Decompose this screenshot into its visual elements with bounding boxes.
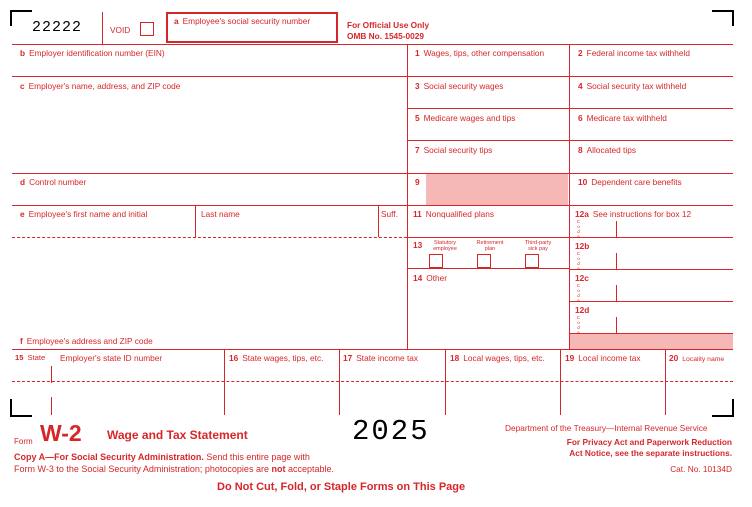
rule [12, 173, 733, 174]
copy-a-line1: Copy A—For Social Security Administration. Send this entire page with [14, 452, 310, 462]
crop-mark-top-right-v [732, 10, 734, 26]
rule [407, 140, 733, 141]
box4-label[interactable]: 4 Social security tax withheld [578, 81, 687, 91]
rule [12, 349, 733, 350]
box6-label[interactable]: 6 Medicare tax withheld [578, 113, 667, 123]
box18-label[interactable]: 18 Local wages, tips, etc. [450, 353, 545, 363]
rule [12, 44, 733, 45]
rule [569, 301, 733, 302]
rule [560, 349, 561, 415]
rule [616, 221, 617, 237]
privacy-notice-2: Act Notice, see the separate instructions. [569, 448, 732, 458]
dashed-rule [12, 381, 733, 382]
rule [569, 44, 570, 349]
form-word: Form [14, 437, 33, 446]
box12d-code-label: C o d e [576, 315, 581, 335]
box12d-label[interactable]: 12d [575, 305, 590, 315]
box13-thirdparty-label: Third-party sick pay [524, 240, 552, 252]
rule [569, 333, 733, 334]
box2-label[interactable]: 2 Federal income tax withheld [578, 48, 690, 58]
rule [51, 366, 52, 383]
crop-mark-bottom-right [712, 415, 734, 417]
rule [102, 12, 103, 44]
box-e-last-name-label[interactable]: Last name [201, 209, 240, 219]
copy-a-line2: Form W-3 to the Social Security Administration; photocopies are not acceptable. [14, 464, 334, 474]
tax-year: 2025 [352, 415, 430, 448]
void-checkbox[interactable] [140, 22, 154, 36]
box3-label[interactable]: 3 Social security wages [415, 81, 504, 91]
rule [407, 237, 569, 238]
third-party-sick-pay-checkbox[interactable] [525, 254, 539, 268]
rule [616, 253, 617, 269]
box14-label[interactable]: 14 Other [413, 273, 447, 283]
rule [407, 268, 569, 269]
box5-label[interactable]: 5 Medicare wages and tips [415, 113, 516, 123]
box15-state-label[interactable]: 15 State [15, 353, 46, 362]
rule [445, 349, 446, 415]
box13-retirement-label: Retirement plan [476, 240, 504, 252]
box9-label: 9 [415, 177, 420, 187]
crop-mark-top-left [10, 10, 32, 12]
box12c-label[interactable]: 12c [575, 273, 589, 283]
rule [569, 269, 733, 270]
box12c-code-label: C o d e [576, 283, 581, 303]
box19-label[interactable]: 19 Local income tax [565, 353, 641, 363]
rule [51, 397, 52, 415]
box-e-suffix-label[interactable]: Suff. [381, 209, 398, 219]
box11-label[interactable]: 11 Nonqualified plans [413, 209, 495, 219]
box-b-label[interactable]: b Employer identification number (EIN) [20, 48, 165, 58]
box16-label[interactable]: 16 State wages, tips, etc. [229, 353, 324, 363]
box20-label[interactable]: 20 Locality name [669, 353, 725, 363]
rule [12, 205, 733, 206]
void-label: VOID [110, 25, 131, 35]
rule [12, 76, 733, 77]
box-e-label[interactable]: e Employee's first name and initial [20, 209, 148, 219]
form-control-code: 22222 [32, 19, 83, 36]
crop-mark-top-right [712, 10, 734, 12]
box12b-label[interactable]: 12b [575, 241, 590, 251]
rule [224, 349, 225, 415]
rule [569, 237, 733, 238]
department: Department of the Treasury—Internal Revenue Service [505, 423, 708, 433]
crop-mark-top-left-v [10, 10, 12, 26]
retirement-plan-checkbox[interactable] [477, 254, 491, 268]
rule [407, 44, 408, 349]
crop-mark-bottom-right-v [732, 399, 734, 417]
rule [616, 285, 617, 301]
box13-label: 13 [413, 240, 423, 250]
box7-label[interactable]: 7 Social security tips [415, 145, 493, 155]
box-c-label[interactable]: c Employer's name, address, and ZIP code [20, 81, 181, 91]
rule [665, 349, 666, 415]
rule [339, 349, 340, 415]
rule [616, 317, 617, 333]
statutory-employee-checkbox[interactable] [429, 254, 443, 268]
box8-label[interactable]: 8 Allocated tips [578, 145, 636, 155]
box-f-label[interactable]: f Employee's address and ZIP code [20, 336, 153, 346]
box-d-label[interactable]: d Control number [20, 177, 87, 187]
rule [407, 108, 733, 109]
form-name: W-2 [40, 420, 82, 446]
official-use-label: For Official Use Only [347, 20, 430, 30]
box15-id-label[interactable]: Employer's state ID number [60, 353, 163, 363]
crop-mark-bottom-left-v [10, 399, 12, 417]
crop-mark-bottom-left [10, 415, 32, 417]
omb-number: OMB No. 1545-0029 [347, 31, 425, 41]
box10-label[interactable]: 10 Dependent care benefits [578, 177, 682, 187]
form-title: Wage and Tax Statement [107, 428, 248, 442]
rule [378, 205, 379, 237]
box9-shade [426, 174, 568, 206]
dashed-rule [12, 237, 407, 238]
box12b-code-label: C o d e [576, 251, 581, 271]
box12d-shade [569, 334, 733, 349]
do-not-cut-notice: Do Not Cut, Fold, or Staple Forms on This Page [217, 481, 466, 493]
box13-statutory-label: Statutory employee [433, 240, 457, 252]
privacy-notice-1: For Privacy Act and Paperwork Reduction [566, 437, 732, 447]
ssn-label: a Employee's social security number [174, 16, 311, 26]
catalog-number: Cat. No. 10134D [670, 464, 732, 474]
box12a-label[interactable]: 12a See instructions for box 12 [575, 209, 692, 219]
box17-label[interactable]: 17 State income tax [343, 353, 419, 363]
box1-label[interactable]: 1 Wages, tips, other compensation [415, 48, 545, 58]
rule [195, 205, 196, 237]
box12a-code-label: C o d e [576, 219, 581, 239]
